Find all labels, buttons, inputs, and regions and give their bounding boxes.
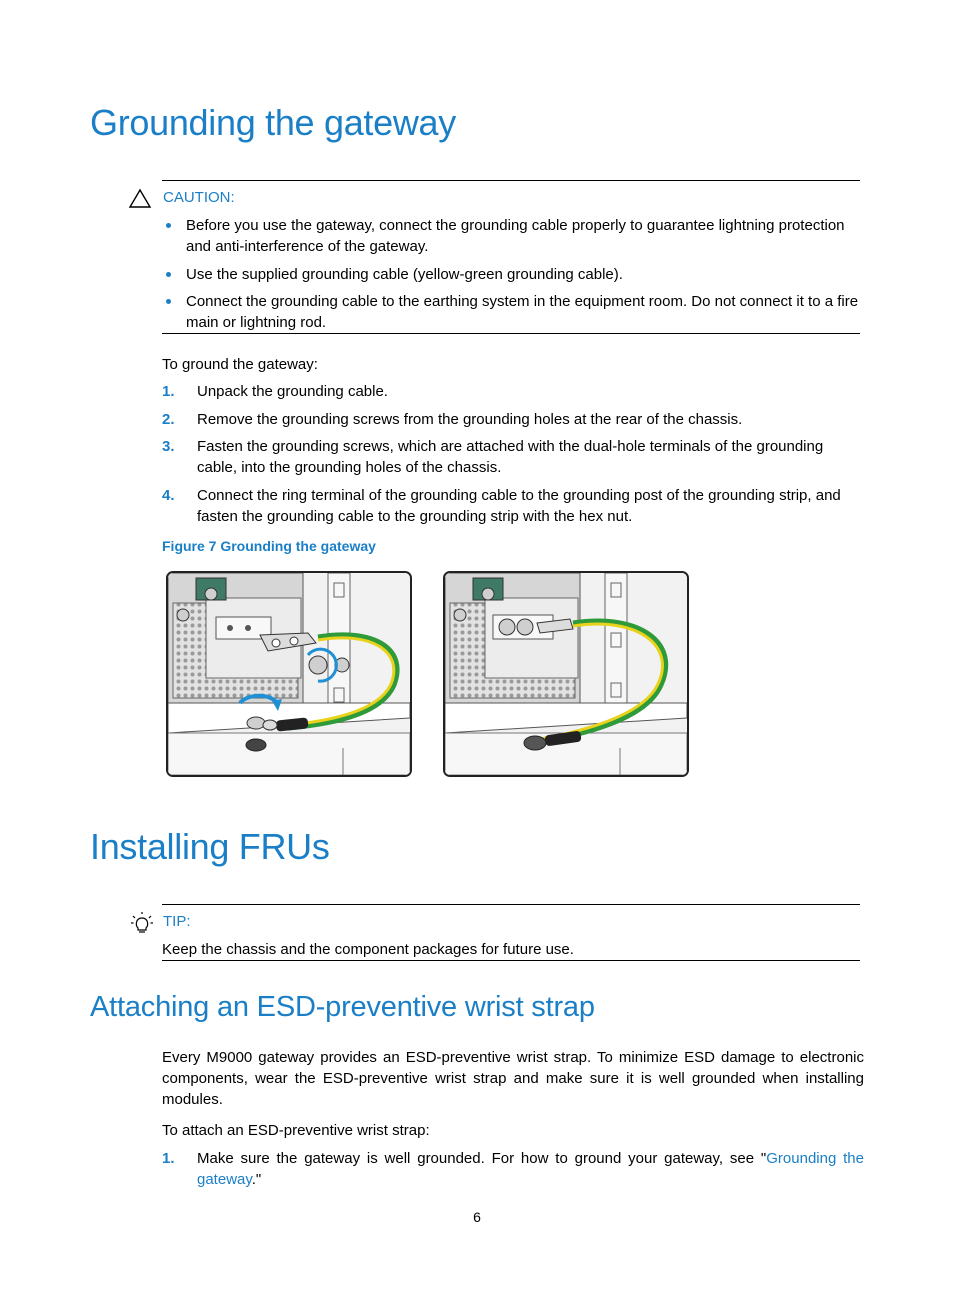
figure-grounding-before [166, 571, 412, 777]
bullet-dot-icon [166, 299, 171, 304]
caution-top-rule [162, 180, 860, 181]
bullet-dot-icon [166, 272, 171, 277]
tip-text: Keep the chassis and the component packages for future use. [162, 941, 574, 958]
lightbulb-icon [131, 911, 153, 935]
grounding-step-3: 3. Fasten the grounding screws, which are attached with the dual-hole terminals of the grounding cable, into the grounding holes of the chassis. [162, 438, 824, 476]
caution-triangle-icon [128, 188, 152, 209]
tip-label: TIP: [163, 913, 191, 930]
caution-item-3: Connect the grounding cable to the earthing system in the equipment room. Do not connect it to a fire main or lightning rod. [162, 291, 862, 333]
tip-top-rule [162, 904, 860, 905]
tip-bottom-rule [162, 960, 860, 961]
caution-item-1: Before you use the gateway, connect the grounding cable properly to guarantee lightning protection and anti-interference of the gateway. [162, 215, 862, 257]
caution-bottom-rule [162, 333, 860, 334]
caution-label: CAUTION: [163, 189, 235, 206]
figure-grounding-after [443, 571, 689, 777]
grounding-step-4: 4. Connect the ring terminal of the grounding cable to the grounding post of the grounding strip, and fasten the grounding cable to the grounding strip with the hex nut. [162, 487, 841, 525]
page-number: 6 [473, 1209, 481, 1225]
section-title-esd-strap: Attaching an ESD-preventive wrist strap [90, 991, 595, 1023]
esd-step-1: 1. Make sure the gateway is well grounded. For how to ground your gateway, see "Grounding the gateway." [162, 1150, 864, 1188]
page-title-grounding: Grounding the gateway [90, 102, 456, 143]
bullet-dot-icon [166, 223, 171, 228]
esd-intro: To attach an ESD-preventive wrist strap: [162, 1122, 430, 1139]
figure-caption: Figure 7 Grounding the gateway [162, 538, 376, 554]
grounding-illustration-right [445, 573, 687, 775]
caution-item-2: Use the supplied grounding cable (yellow-green grounding cable). [162, 264, 862, 285]
page-title-installing-frus: Installing FRUs [90, 826, 330, 867]
esd-paragraph: Every M9000 gateway provides an ESD-preventive wrist strap. To minimize ESD damage to electronic components, wear the ESD-preventive wrist strap and make sure it is well grounded when installing modules. [162, 1049, 864, 1108]
grounding-the-gateway-link[interactable]: Grounding the gateway [197, 1150, 864, 1188]
grounding-intro: To ground the gateway: [162, 356, 318, 373]
grounding-step-1: 1. Unpack the grounding cable. [162, 383, 388, 400]
grounding-step-2: 2. Remove the grounding screws from the grounding holes at the rear of the chassis. [162, 411, 743, 428]
grounding-illustration-left [168, 573, 410, 775]
